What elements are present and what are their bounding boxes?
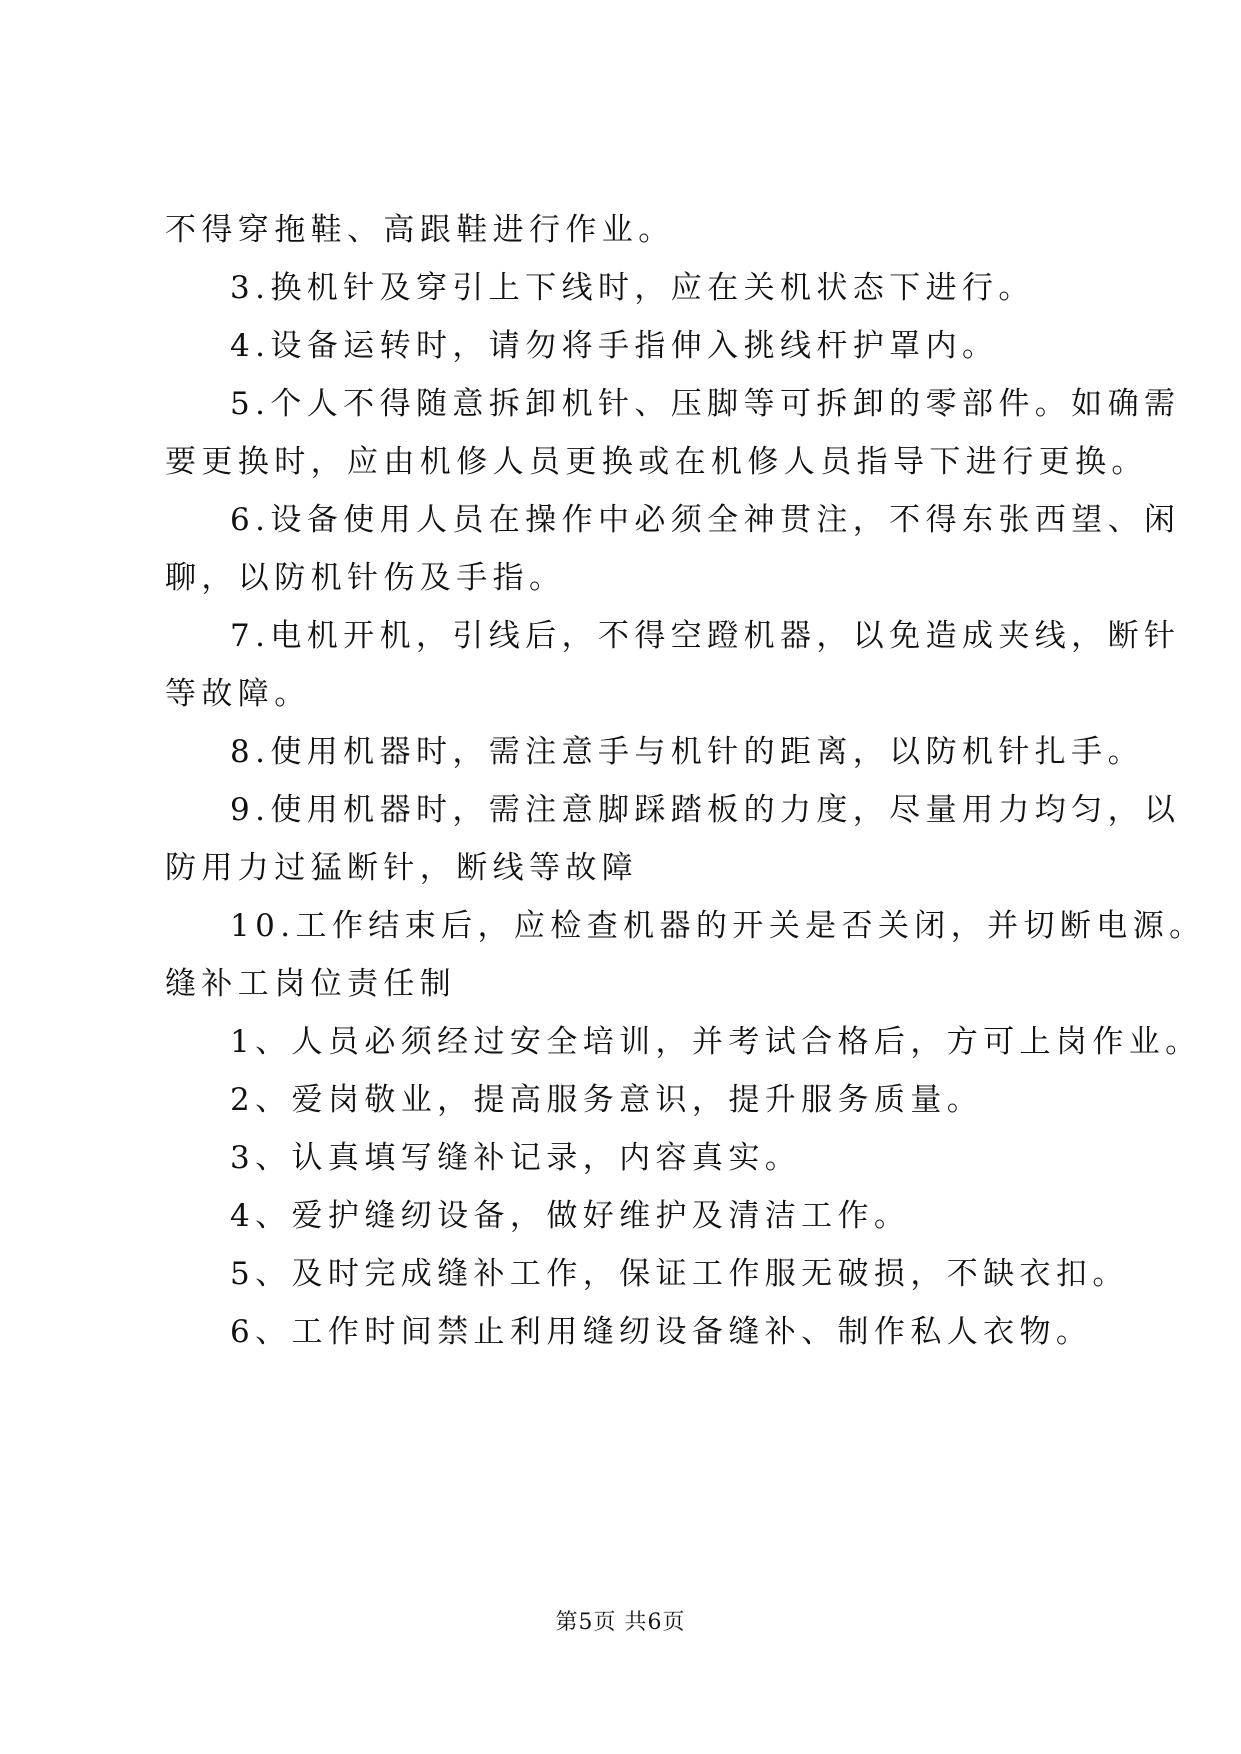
text-line: 5.个人不得随意拆卸机针、压脚等可拆卸的零部件。如确需 — [230, 386, 1181, 422]
text-line: 2、爱岗敬业，提高服务意识，提升服务质量。 — [230, 1082, 984, 1118]
text-line: 3、认真填写缝补记录，内容真实。 — [230, 1140, 802, 1176]
text-line: 8.使用机器时，需注意手与机针的距离，以防机针扎手。 — [230, 734, 1144, 770]
text-line: 1、人员必须经过安全培训，并考试合格后，方可上岗作业。 — [230, 1024, 1202, 1060]
text-line: 6.设备使用人员在操作中必须全神贯注，不得东张西望、闲 — [230, 502, 1181, 538]
text-line: 防用力过猛断针，断线等故障 — [165, 850, 639, 886]
text-line: 等故障。 — [165, 676, 311, 712]
text-line: 聊，以防机针伤及手指。 — [165, 560, 566, 596]
text-line: 4、爱护缝纫设备，做好维护及清洁工作。 — [230, 1198, 911, 1234]
text-line: 9.使用机器时，需注意脚踩踏板的力度，尽量用力均匀，以 — [230, 792, 1181, 828]
text-line: 要更换时，应由机修人员更换或在机修人员指导下进行更换。 — [165, 444, 1148, 480]
section-title: 缝补工岗位责任制 — [165, 966, 457, 1002]
text-line: 4.设备运转时，请勿将手指伸入挑线杆护罩内。 — [230, 328, 999, 364]
text-line: 7.电机开机，引线后，不得空蹬机器，以免造成夹线，断针 — [230, 618, 1181, 654]
text-line: 3.换机针及穿引上下线时，应在关机状态下进行。 — [230, 270, 1035, 306]
text-line: 10.工作结束后，应检查机器的开关是否关闭，并切断电源。 — [230, 908, 1206, 944]
text-line: 不得穿拖鞋、高跟鞋进行作业。 — [165, 212, 675, 248]
text-line: 5、及时完成缝补工作，保证工作服无破损，不缺衣扣。 — [230, 1256, 1129, 1292]
page-number-footer: 第5页 共6页 — [555, 1610, 686, 1635]
text-line: 6、工作时间禁止利用缝纫设备缝补、制作私人衣物。 — [230, 1314, 1093, 1350]
